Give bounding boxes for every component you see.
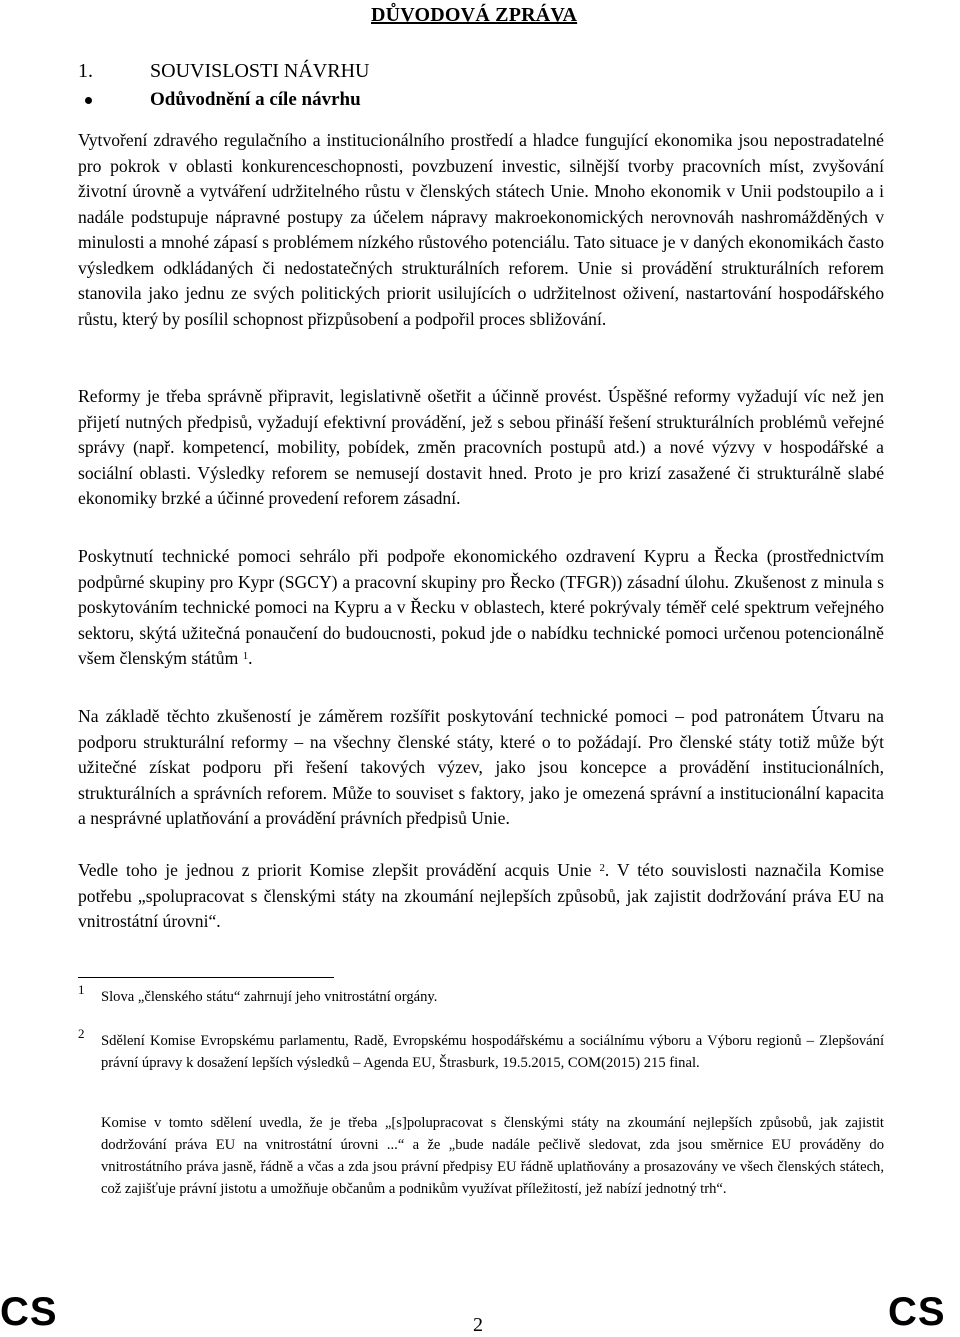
footnote-text-1: Slova „členského státu“ zahrnují jeho vnitrostátní orgány. bbox=[101, 989, 438, 1005]
paragraph-1: Vytvoření zdravého regulačního a institucionálního prostředí a hladce fungující ekonomika jsou nepostradatelné pro pokrok v oblasti konkurenceschopnosti, povzbuzení investic, silnější tvorby pracovních míst, zvyšování životní úrovně a vytváření udržitelného růstu v členských státech Unie. Mnoho ekonomik v Unii podstoupilo a i nadále podstupuje nápravné postupy za účelem nápravy makroekonomických nerovnováh nashromážděných v minulosti a mnohé zápasí s problémem nízkého růstového potenciálu. Tato situace je v daných ekonomikách často výsledkem odkládaných či nedostatečných strukturálních reforem. Unie si provádění strukturálních reforem stanovila jako jednu ze svých politických priorit usilujících o udržitelnost oživení, nastartování hospodářského růstu, který by posílil schopnost přizpůsobení a podpořil proces sbližování. bbox=[78, 130, 884, 329]
footnote-text-2-continued: Komise v tomto sdělení uvedla, že je třeba „[s]polupracovat s členskými státy na zkoumání nejlepších způsobů, jak zajistit dodržování práva EU na vnitrostátní úrovni ...“ a že „bude nadále pečlivě sledovat, zda jsou směrnice EU prováděny do vnitrostátního práva jasně, řádně a včas a zda jsou právní předpisy EU řádně uplatňovány a prosazovány ve všech členských státech, což zajišťuje právní jistotu a umožňuje občanům a podnikům využívat příležitostí, jež nabízí jednotný trh“. bbox=[101, 1115, 884, 1197]
footer-language-right: CS bbox=[888, 1290, 946, 1334]
page-number: 2 bbox=[473, 1314, 483, 1336]
footnote-separator bbox=[78, 977, 334, 978]
paragraph-2: Reformy je třeba správně připravit, legislativně ošetřit a účinně provést. Úspěšné reformy vyžadují víc než jen přijetí nutných předpisů, vyžadují efektivní provádění, jež s sebou přináší řešení strukturálních problémů veřejné správy (např. kompetencí, mobility, pobídek, změn pracovních postupů atd.) a nové výzvy v hospodářské a sociální oblasti. Výsledky reforem se nemusejí dostavit hned. Proto je pro krizí zasažené či strukturálně slabé ekonomiky brzké a účinné provedení reforem zásadní. bbox=[78, 386, 884, 508]
footnote-text-2: Sdělení Komise Evropskému parlamentu, Radě, Evropskému hospodářskému a sociálnímu výboru a Výboru regionů – Zlepšování právní úpravy k dosažení lepších výsledků – Agenda EU, Štrasburk, 19.5.2015, COM(2015) 215 final. bbox=[101, 1033, 884, 1071]
document-title: DŮVODOVÁ ZPRÁVA bbox=[371, 4, 578, 26]
footnote-number-2: 2 bbox=[78, 1026, 85, 1041]
bullet-dot-icon bbox=[85, 97, 92, 104]
section-number: 1. bbox=[78, 60, 93, 82]
footnote-ref-1[interactable]: 1 bbox=[242, 650, 249, 663]
footer-language-left: CS bbox=[0, 1290, 58, 1334]
section-title: SOUVISLOSTI NÁVRHU bbox=[150, 60, 370, 82]
paragraph-5: Vedle toho je jednou z priorit Komise zlepšit provádění acquis Unie $^2$. V této souvislosti naznačila Komise potřebu „spolupracovat s členskými státy na zkoumání nejlepších způsobů, jak zajistit dodržování práva EU na vnitrostátní úrovni“. bbox=[78, 860, 884, 931]
paragraph-4: Na základě těchto zkušeností je záměrem rozšířit poskytování technické pomoci – pod patronátem Útvaru na podporu strukturální reformy – na všechny členské státy, které o to požádají. Pro členské státy totiž může být užitečné získat podporu při řešení takových výzev, jako jsou koncepce a provádění institucionálních, strukturálních a správních reforem. Může to souviset s faktory, jako je omezená správní a institucionální kapacita a nesprávné uplatňování a provádění právních předpisů Unie. bbox=[78, 706, 884, 828]
subsection-title: Odůvodnění a cíle návrhu bbox=[150, 89, 361, 110]
paragraph-3: Poskytnutí technické pomoci sehrálo při podpoře ekonomického ozdravení Kypru a Řecka (prostřednictvím podpůrné skupiny pro Kypr (SGCY) a pracovní skupiny pro Řecko (TFGR)) zásadní úlohu. Zkušenost z minula s poskytováním technické pomoci na Kypru a v Řecku v oblastech, které pokrývaly téměř celé spektrum veřejného sektoru, skýtá užitečná ponaučení do budoucnosti, pokud jde o nabídku technické pomoci určenou potencionálně všem členským státům $^1$. bbox=[78, 546, 884, 668]
footnote-ref-2[interactable]: 2 bbox=[599, 862, 605, 875]
footnote-number-1: 1 bbox=[78, 982, 85, 997]
